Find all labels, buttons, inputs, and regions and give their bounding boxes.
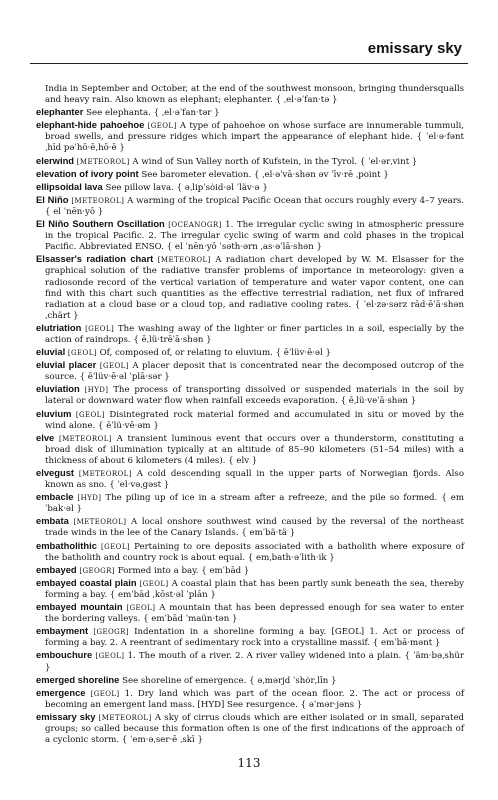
pronunciation: { ˌel·əˈvā·shən əv ˈīv·rē ˌpoint } — [253, 169, 389, 180]
headword: embata — [36, 515, 69, 527]
field-label: [GEOL] — [75, 410, 105, 419]
dictionary-entry — [36, 322, 464, 346]
pronunciation: { emˈbak·əl } — [45, 493, 465, 515]
headword: embayed coastal plain — [36, 576, 137, 588]
dictionary-entry — [36, 432, 464, 467]
dictionary-entry — [36, 253, 464, 322]
definition: See pillow lava. — [105, 182, 174, 193]
definition: See elephanta. — [86, 108, 151, 119]
definition: 1. Dry land which was part of the ocean floor. 2. The act or process of becoming an emergent land mass. [HYD] See resurgence. — [45, 688, 464, 710]
dictionary-entry — [36, 564, 464, 577]
pronunciation: { el ˈnēn·yō } — [45, 206, 104, 217]
headword: emissary sky — [36, 710, 96, 722]
definition: A wind of Sun Valley north of Kufstein, in the Tyrol. — [132, 156, 358, 167]
definition: A mountain that has been depressed enough for sea water to enter the bordering valleys. — [45, 603, 465, 625]
dictionary-entry — [36, 515, 464, 539]
dictionary-entry — [36, 649, 464, 673]
headword: eluvial — [36, 346, 66, 358]
pronunciation: { ˈäm·bəˌshür } — [45, 651, 464, 673]
headword: embatholithic — [36, 539, 97, 551]
definition: Disintegrated rock material formed and accumulated in situ or moved by the wind alone. — [45, 409, 465, 431]
running-head: emissary sky — [367, 40, 462, 57]
field-label: [GEOL] — [67, 349, 97, 358]
definition: A placer deposit that is concentrated near the decomposed outcrop of the source. — [45, 361, 465, 383]
definition: A local onshore southwest wind caused by the reversal of the northeast trade winds in the lee of the Canary Islands. — [45, 517, 464, 539]
field-label: [HYD] — [84, 386, 109, 395]
pronunciation: { ēˌlü·trēˈā·shən } — [133, 334, 212, 345]
headword: embacle — [36, 491, 74, 503]
field-label: [GEOL] — [126, 604, 156, 613]
field-label: [METEOROL] — [71, 196, 125, 205]
dictionary-entry — [36, 168, 464, 181]
pronunciation: { emˈbā·mənt } — [372, 638, 441, 649]
header-rule — [30, 63, 468, 64]
definition: A coastal plain that has been partly sunk beneath the sea, thereby forming a bay. — [45, 578, 465, 600]
headword: embouchure — [36, 649, 93, 661]
field-label: [GEOGR] — [79, 566, 115, 575]
dictionary-entry — [36, 674, 464, 687]
definition: 1. The irregular cyclic swing in atmospheric pressure in the tropical Pacific. 2. The irregular cyclic swing of warm and cold phases in the tropical Pacific. Abbreviated ENSO. — [45, 220, 465, 253]
headword: eluvial placer — [36, 359, 97, 371]
pronunciation: { emˈbād ˈmaün·tən } — [143, 614, 238, 625]
pronunciation: { ˌel·əˈfan·tər } — [153, 108, 220, 119]
dictionary-entry — [36, 383, 464, 407]
definition: See barometer elevation. — [141, 169, 252, 180]
pronunciation: { emˈbä·tä } — [241, 528, 296, 539]
field-label: [GEOL] — [147, 122, 177, 131]
definition: A cold descending squall in the upper parts of Norwegian fjords. Also known as sno. — [45, 469, 464, 491]
pronunciation: { ēˈlüv·ē·əl ˈplā·sər } — [79, 372, 170, 383]
pronunciation: { ēˈlüv·ē·əl } — [275, 348, 331, 359]
pronunciation: { əˌmərjd ˈshȯr‚līn } — [249, 675, 337, 686]
field-label: [METEOROL] — [157, 256, 211, 265]
field-label: [METEOROL] — [78, 470, 132, 478]
pronunciation: { el ˈnēn·yō ˈsəth·ərn ˌas·əˈlā·shən } — [166, 242, 322, 253]
headword: elephanter — [36, 106, 84, 118]
dictionary-entry — [36, 491, 464, 515]
headword: ellipsoidal lava — [36, 180, 103, 192]
definition: The washing away of the lighter or finer particles in a soil, especially by the action of raindrops. — [45, 323, 465, 345]
headword: eluviation — [36, 383, 80, 395]
dictionary-entry — [36, 181, 464, 194]
pronunciation: { elv } — [228, 455, 258, 466]
headword: embayment — [36, 625, 89, 637]
dictionary-entry — [36, 408, 464, 432]
pronunciation: { əˈmər·jəns } — [300, 699, 363, 710]
dictionary-entry — [36, 577, 464, 601]
definition: Indentation in a shoreline forming a bay. [GEOL] 1. Act or process of forming a bay. 2. A reentrant of sedimentary rock into a crystalline massif. — [45, 627, 465, 649]
pronunciation: { ˈel·ərˌvint } — [359, 156, 418, 167]
headword: El Niño — [36, 193, 69, 205]
headword: embayed mountain — [36, 601, 123, 613]
field-label: [GEOGR] — [93, 628, 129, 637]
headword: El Niño Southern Oscillation — [36, 218, 165, 230]
dictionary-entry — [36, 346, 464, 359]
pronunciation: { emˈbād ˌkōst·əl ˈplān } — [109, 589, 216, 600]
definition: A transient luminous event that occurs over a thunderstorm, constituting a broad disk of illumination typically at an altitude of 85–90 kilometers (51–54 miles) with a thickness of about 6 kilometers (4 miles). — [45, 433, 465, 466]
continued-entry-text: India in September and October, at the end of the southwest monsoon, bringing thundersqualls and heavy rain. Also known as elephant; elephanter. { ˌel·əˈfan·tə } — [45, 84, 464, 106]
definition: A warming of the tropical Pacific Ocean that occurs roughly every 4–7 years. — [127, 195, 465, 206]
field-label: [GEOL] — [101, 542, 130, 551]
dictionary-entry — [36, 194, 464, 218]
page-number: 113 — [237, 756, 261, 770]
field-label: [HYD] — [77, 494, 102, 503]
pronunciation: { ēˈlü·vē·əm } — [98, 420, 159, 431]
headword: eluvium — [36, 407, 72, 419]
headword: emergence — [36, 686, 86, 698]
field-label: [METEOROL] — [98, 713, 152, 722]
headword: elve — [36, 431, 55, 443]
field-label: [GEOL] — [95, 652, 125, 661]
dictionary-entry — [36, 601, 464, 625]
pronunciation: { ˈem·əˌser·ē ˌskī } — [121, 735, 203, 746]
dictionary-entry — [36, 155, 464, 168]
field-label: [GEOL] — [85, 324, 115, 333]
pronunciation: { ˈel·vəˌgəst } — [109, 480, 170, 491]
pronunciation: { ēˌlü·veˈā·shən } — [340, 396, 417, 407]
dictionary-entry — [36, 540, 464, 564]
definition: The process of transporting dissolved or suspended materials in the soil by lateral or downward water flow when rainfall exceeds evaporation. — [45, 385, 464, 407]
pronunciation: { ˈel·ə·fənt ˌhīd pəˈhō·ē‚hō·ē } — [45, 132, 465, 154]
dictionary-entry — [36, 467, 464, 491]
pronunciation: { emˌbath·əˈlith·ik } — [247, 552, 335, 563]
definition: Formed into a bay. — [117, 565, 199, 576]
definition: The piling up of ice in a stream after a refreeze, and the pile so formed. — [105, 493, 438, 504]
field-label: [METEOROL] — [58, 434, 112, 443]
headword: elvegust — [36, 467, 75, 478]
definition: See shoreline of emergence. — [122, 675, 247, 686]
pronunciation: { emˈbād } — [201, 565, 250, 576]
headword: elerwind — [36, 154, 75, 166]
headword: Elsasser's radiation chart — [36, 253, 154, 265]
dictionary-entry — [36, 711, 464, 746]
field-label: [GEOL] — [90, 689, 120, 698]
field-label: [GEOL] — [139, 579, 169, 588]
definition: A radiation chart developed by W. M. Elsasser for the graphical solution of the radiative transfer problems of importance in meteorology: given a radiosonde record of the vertical variation of temperature and water vapor content, one can find with this chart such quantities as the effective terrestrial radiation, net flux of infrared radiation at a cloud base or a cloud top, and radiative cooling rates. — [45, 255, 465, 310]
dictionary-entry — [36, 687, 464, 711]
definition: Pertaining to ore deposits associated with a batholith where exposure of the batholith and country rock is about equal. — [45, 541, 465, 563]
field-label: [OCEANOGR] — [168, 221, 222, 230]
field-label: [GEOL] — [99, 362, 129, 371]
field-label: [METEOROL] — [73, 518, 127, 527]
dictionary-entry — [36, 359, 464, 383]
dictionary-entry — [36, 218, 464, 253]
headword: elutriation — [36, 321, 82, 333]
pronunciation: { ˈel·zə·sərz rād·ēˈā·shən ˌchärt } — [45, 299, 464, 321]
headword: elephant-hide pahoehoe — [36, 119, 145, 131]
dictionary-entry — [36, 106, 464, 119]
dictionary-entries — [36, 84, 464, 746]
definition: A type of pahoehoe on whose surface are innumerable tummuli, broad swells, and pressure ridges which impart the appearance of elephant hide. — [45, 121, 465, 143]
dictionary-entry — [36, 625, 464, 649]
pronunciation: { əˌlipˈsȯid·əl ˈläv·ə } — [176, 182, 268, 193]
definition: Of, composed of, or relating to eluvium. — [99, 348, 273, 359]
headword: emerged shoreline — [36, 673, 120, 685]
definition: 1. The mouth of a river. 2. A river valley widened into a plain. — [127, 651, 402, 662]
definition: A sky of cirrus clouds which are either isolated or in small, separated groups; so called because this formation often is one of the first indications of the approach of a cyclonic storm. — [45, 712, 465, 746]
dictionary-entry — [36, 119, 464, 154]
field-label: [METEOROL] — [76, 157, 130, 166]
headword: embayed — [36, 563, 77, 575]
headword: elevation of ivory point — [36, 167, 139, 179]
